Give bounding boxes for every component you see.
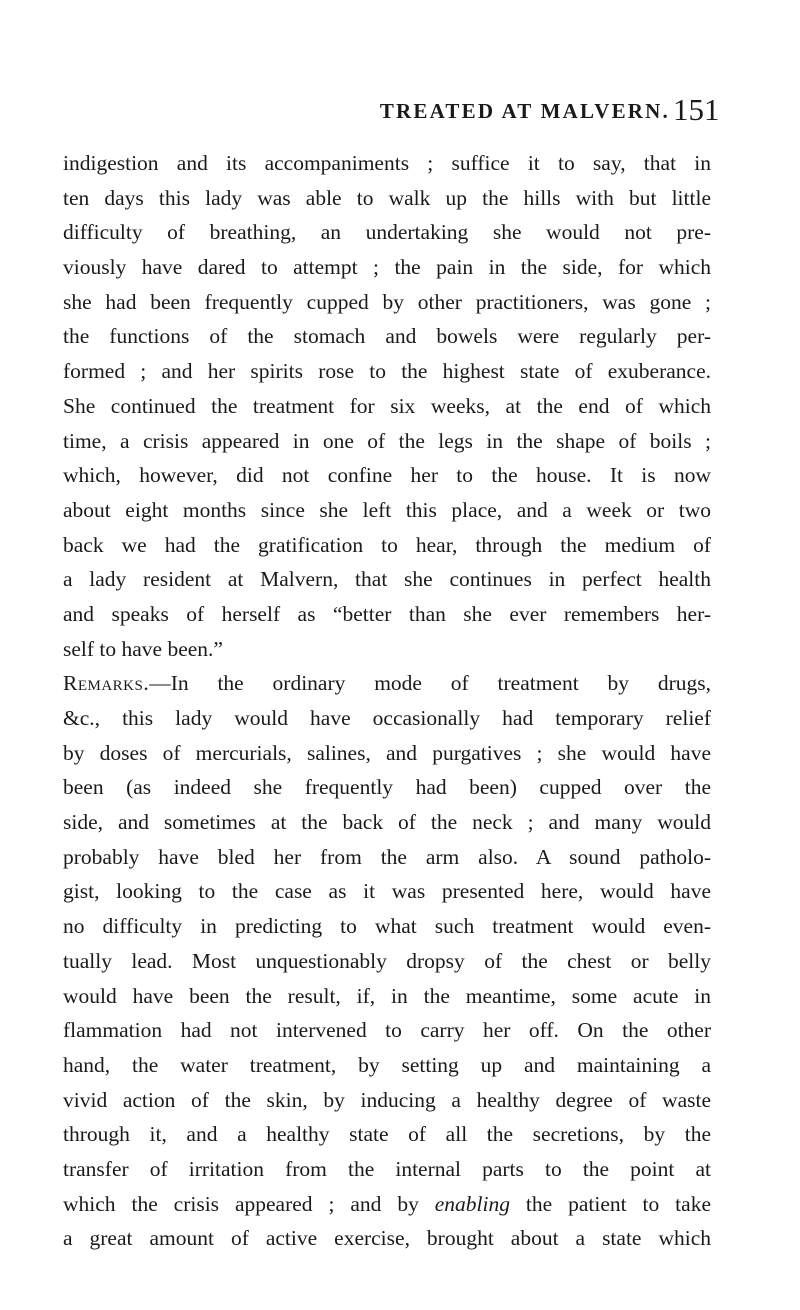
text-line: the functions of the stomach and bowels were regularly per- — [63, 324, 711, 349]
text-line: she had been frequently cupped by other practitioners, was gone ; — [63, 289, 711, 314]
text-line: gist, looking to the case as it was presented here, would have — [63, 879, 711, 904]
text-line: about eight months since she left this place, and a week or two — [63, 497, 711, 522]
text-line: She continued the treatment for six weeks, at the end of which — [63, 393, 711, 418]
line-rest: this lady would have occasionally had temporary relief — [122, 706, 711, 730]
text-line: hand, the water treatment, by setting up and maintaining a — [63, 1052, 711, 1077]
running-head: TREATED AT MALVERN. — [379, 99, 670, 123]
text-line: self to have been.” — [63, 636, 223, 661]
remarks-text: —In the ordinary mode of treatment by drugs, — [149, 671, 711, 696]
text-line: tually lead. Most unquestionably dropsy of the chest or belly — [63, 948, 711, 973]
text-line: vivid action of the skin, by inducing a healthy degree of waste — [63, 1087, 711, 1112]
text-line: and speaks of herself as “better than she ever remembers her- — [63, 601, 711, 626]
text-line: would have been the result, if, in the meantime, some acute in — [63, 983, 711, 1008]
text-line: indigestion and its accompaniments ; suffice it to say, that in — [63, 151, 711, 175]
italic-word: enabling — [434, 1191, 510, 1216]
remarks-label: Remarks. — [63, 671, 150, 696]
text-line: transfer of irritation from the internal parts to the point at — [63, 1156, 711, 1181]
text-line: a great amount of active exercise, brought about a state which — [63, 1226, 711, 1251]
text-line — [63, 701, 711, 736]
line-end: the patient to take — [525, 1191, 711, 1216]
text-line: no difficulty in predicting to what such treatment would even- — [63, 914, 711, 939]
text-line: time, a crisis appeared in one of the legs in the shape of boils ; — [63, 428, 711, 453]
text-line: a lady resident at Malvern, that she continues in perfect health — [63, 567, 711, 592]
line-start: &c., — [63, 706, 101, 730]
text-line: by doses of mercurials, salines, and purgatives ; she would have — [63, 740, 711, 765]
text-line: through it, and a healthy state of all the secretions, by the — [63, 1122, 711, 1147]
text-line: viously have dared to attempt ; the pain in the side, for which — [63, 255, 711, 280]
text-line: formed ; and her spirits rose to the highest state of exuberance. — [63, 359, 711, 384]
text-line: probably have bled her from the arm also. A sound patholo- — [63, 844, 711, 869]
text-line: back we had the gratification to hear, through the medium of — [63, 532, 711, 557]
text-line: difficulty of breathing, an undertaking she would not pre- — [63, 220, 711, 245]
page-header — [0, 92, 800, 136]
text-line: which, however, did not confine her to the house. It is now — [63, 463, 711, 488]
text-line: side, and sometimes at the back of the neck ; and many would — [63, 810, 711, 835]
text-line: been (as indeed she frequently had been) cupped over the — [63, 775, 711, 800]
remarks-line — [63, 666, 711, 701]
text-line: flammation had not intervened to carry her off. On the other — [63, 1018, 711, 1043]
text-line — [63, 1187, 711, 1222]
text-line: ten days this lady was able to walk up the hills with but little — [63, 185, 711, 210]
body-text — [63, 146, 711, 1256]
page-number: 151 — [673, 92, 720, 127]
line-start: which the crisis appeared ; and by — [63, 1191, 419, 1216]
